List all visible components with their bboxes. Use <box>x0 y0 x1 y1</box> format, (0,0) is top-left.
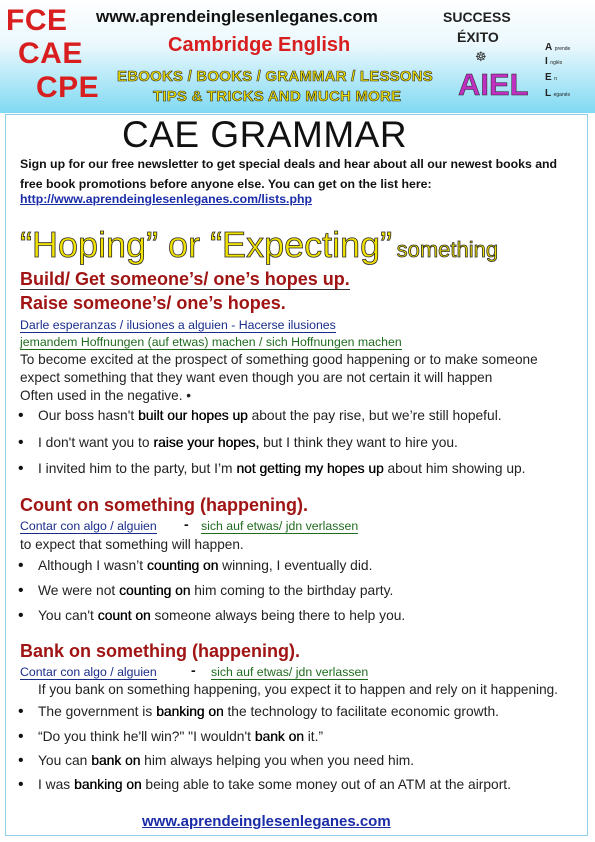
example-text: We were not <box>38 583 120 598</box>
example-text: about him showing up. <box>383 461 526 476</box>
translation-spanish: Darle esperanzas / ilusiones a alguien - Hacerse ilusiones <box>20 318 336 332</box>
example-key-phrase: bank on <box>91 753 141 768</box>
example-item <box>38 729 323 744</box>
example-key-phrase: built our hopes up <box>138 408 248 423</box>
aiel-letter: A <box>545 42 553 53</box>
example-text: I don't want you to <box>38 435 154 450</box>
topic-headline <box>20 224 498 266</box>
example-key-phrase: not getting my hopes up <box>236 461 384 476</box>
translation-spanish: Contar con algo / alguien <box>20 665 157 679</box>
logo-cpe: CPE <box>36 71 100 104</box>
example-key-phrase: raise your hopes, <box>153 435 260 450</box>
example-item <box>38 704 499 719</box>
translation-separator: - <box>191 662 196 678</box>
aiel-letter: E <box>545 72 552 83</box>
example-item <box>38 408 502 423</box>
example-text: Although I wasn’t <box>38 558 147 573</box>
aiel-logo: AIEL <box>458 67 529 102</box>
example-item <box>38 753 414 768</box>
footer-website-link[interactable]: www.aprendeinglesenleganes.com <box>142 813 391 830</box>
headline-sub: something <box>396 237 499 262</box>
example-text: I invited him to the party, but I’m <box>38 461 237 476</box>
example-item <box>38 583 393 598</box>
header-brand: Cambridge English <box>168 34 351 56</box>
example-key-phrase: counting on <box>119 583 191 598</box>
page-title: CAE GRAMMAR <box>122 114 408 155</box>
example-text: him always helping you when you need him. <box>140 753 415 768</box>
aiel-word: prende <box>554 46 571 52</box>
phrase-build-hopes: Build/ Get someone’s/ one’s hopes up. <box>20 269 350 289</box>
phrase-raise-hopes: Raise someone’s/ one’s hopes. <box>20 293 286 313</box>
example-text: winning, I eventually did. <box>218 558 373 573</box>
translation-separator: - <box>184 516 189 532</box>
example-key-phrase: counting on <box>146 558 219 573</box>
example-text: about the pay rise, but we’re still hopeful. <box>247 408 502 423</box>
example-item <box>38 608 405 623</box>
headline-main: “Hoping” or “Expecting” <box>20 224 393 265</box>
example-text: “Do you think he'll win?" "I wouldn't <box>38 729 255 744</box>
translation-german: sich auf etwas/ jdn verlassen <box>211 665 369 679</box>
aiel-word: n <box>554 76 557 82</box>
phrase-bank-on: Bank on something (happening). <box>20 641 300 661</box>
exito-label: ÉXITO <box>457 29 499 45</box>
aiel-acronym-l <box>545 88 570 99</box>
example-key-phrase: count on <box>97 608 151 623</box>
definition: To become excited at the prospect of something good happening or to make someone expect something that they want even though you are not certain it will happen <box>20 352 538 385</box>
example-text: someone always being there to help you. <box>150 608 406 623</box>
logo-fce: FCE <box>6 4 68 37</box>
usage-note: Often used in the negative. • <box>20 388 192 403</box>
header-banner <box>0 0 595 113</box>
header-url[interactable]: www.aprendeinglesenleganes.com <box>96 7 378 26</box>
aiel-letter: I <box>545 56 548 67</box>
example-key-phrase: banking on <box>74 777 142 792</box>
example-text: The government is <box>38 704 157 719</box>
aiel-word: eganés <box>553 92 571 98</box>
example-text: Our boss hasn't <box>38 408 139 423</box>
example-text: the technology to facilitate economic growth. <box>223 704 499 719</box>
compass-star-icon: ☸ <box>475 49 487 64</box>
translation-german: sich auf etwas/ jdn verlassen <box>201 519 359 533</box>
header-tagline-2: TIPS & TRICKS AND MUCH MORE <box>153 88 402 105</box>
definition: to expect that something will happen. <box>20 537 244 552</box>
phrase-count-on: Count on something (happening). <box>20 495 308 515</box>
newsletter-intro: Sign up for our free newsletter to get special deals and hear about all our newest books and free book promotions before anyone else. You can get on the list here: <box>20 157 558 191</box>
example-text: You can't <box>38 608 98 623</box>
example-text: I was <box>38 777 75 792</box>
logo-cae: CAE <box>18 37 83 70</box>
example-text: it.” <box>303 729 324 744</box>
example-text: him coming to the birthday party. <box>190 583 394 598</box>
success-label: SUCCESS <box>443 9 511 25</box>
example-item <box>38 558 372 573</box>
aiel-acronym-a <box>545 42 570 53</box>
translation-spanish: Contar con algo / alguien <box>20 519 157 533</box>
example-item <box>38 435 458 450</box>
aiel-acronym-i <box>545 56 562 67</box>
aiel-acronym-e <box>545 72 557 83</box>
example-key-phrase: banking on <box>156 704 224 719</box>
header-tagline-1: EBOOKS / BOOKS / GRAMMAR / LESSONS <box>117 68 433 85</box>
example-text: being able to take some money out of an ATM at the airport. <box>141 777 511 792</box>
example-key-phrase: bank on <box>254 729 304 744</box>
newsletter-link[interactable]: http://www.aprendeinglesenleganes.com/lists.php <box>20 192 312 206</box>
example-item <box>38 777 511 792</box>
example-text: but I think they want to hire you. <box>259 435 458 450</box>
aiel-letter: L <box>545 88 552 99</box>
example-text: You can <box>38 753 92 768</box>
example-item <box>38 461 526 476</box>
translation-german: jemandem Hoffnungen (auf etwas) machen / sich Hoffnungen machen <box>20 335 402 349</box>
definition: If you bank on something happening, you expect it to happen and rely on it happening. <box>38 682 558 697</box>
aiel-word: nglés <box>550 60 563 66</box>
